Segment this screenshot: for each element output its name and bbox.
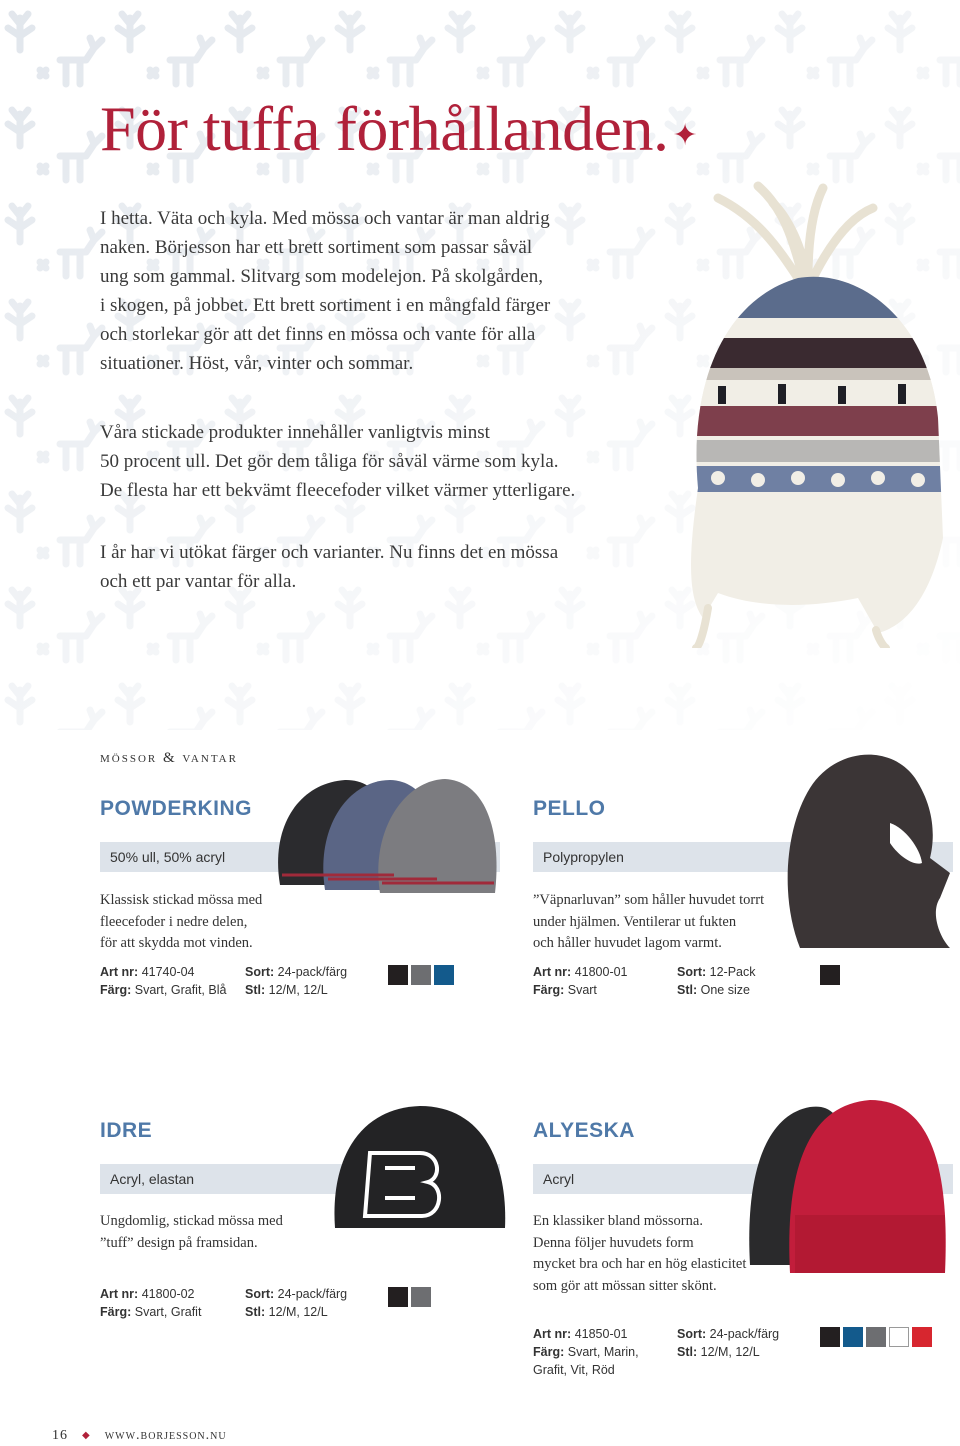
color-swatches-alyeska xyxy=(820,1327,932,1347)
spec-right-pello: Sort: 12-Pack Stl: One size xyxy=(677,965,756,997)
material-bar-pello: Polypropylen xyxy=(533,842,953,872)
color-swatch xyxy=(866,1327,886,1347)
intro-paragraph-1: I hetta. Väta och kyla. Med mössa och vantar är man aldrig naken. Börjesson har ett brett sortiment som passar såväl ung som gammal. Slitvarg som modelejon. På skolgården, i skogen, på jobbet. Ett brett sortiment i en mångfald färger och storlekar gör att det finns en mössa och vante för alla situationer. Höst, vår, vinter och sommar. xyxy=(100,208,551,374)
intro-paragraph-2: Våra stickade produkter innehåller vanligtvis minst 50 procent ull. Det gör dem tåliga för såväl värme som kyla. De flesta har ett bekvämt fleecefoder vilket värmer ytterligare. xyxy=(100,422,576,501)
color-swatch xyxy=(388,965,408,985)
section-label: mössor & vantar xyxy=(100,750,238,766)
spec-left-pello: Art nr: 41800-01 Färg: Svart xyxy=(533,965,628,997)
color-swatches-powderking xyxy=(388,965,454,985)
footer-separator-icon: ◆ xyxy=(82,1430,91,1442)
material-bar-idre: Acryl, elastan xyxy=(100,1164,500,1194)
color-swatch xyxy=(411,1287,431,1307)
alyeska-beanies-image xyxy=(745,1095,950,1275)
idre-beanie-image xyxy=(330,1098,510,1233)
description-powderking: Klassisk stickad mössa med fleecefoder i nedre delen, för att skydda mot vinden. xyxy=(100,892,263,951)
powderking-hats-image xyxy=(270,775,510,900)
color-swatch xyxy=(820,965,840,985)
spec-left-alyeska: Art nr: 41850-01 Färg: Svart, Marin, Grafit, Vit, Röd xyxy=(533,1327,639,1377)
color-swatches-pello xyxy=(820,965,840,985)
spec-left-powderking: Art nr: 41740-04 Färg: Svart, Grafit, Blå xyxy=(100,965,227,997)
spec-right-powderking: Sort: 24-pack/färg Stl: 12/M, 12/L xyxy=(245,965,348,997)
description-idre: Ungdomlig, stickad mössa med ”tuff” design på framsidan. xyxy=(100,1213,283,1251)
page-headline: För tuffa förhållanden. ✦ xyxy=(100,93,698,164)
page-footer xyxy=(52,1428,227,1444)
product-title-alyeska: ALYESKA xyxy=(533,1119,635,1142)
color-swatch xyxy=(889,1327,909,1347)
hero-knitted-earflap-hat-image xyxy=(608,178,960,648)
headline-ornament: ✦ xyxy=(672,118,698,152)
footer-url-link[interactable]: www.borjesson.nu xyxy=(104,1428,227,1443)
color-swatch xyxy=(843,1327,863,1347)
color-swatch xyxy=(912,1327,932,1347)
color-swatches-idre xyxy=(388,1287,431,1307)
material-bar-alyeska: Acryl xyxy=(533,1164,953,1194)
description-pello: ”Väpnarluvan” som håller huvudet torrt under hjälmen. Ventilerar ut fukten och håller huvudet lagom varmt. xyxy=(533,892,765,951)
color-swatch xyxy=(820,1327,840,1347)
spec-right-idre: Sort: 24-pack/färg Stl: 12/M, 12/L xyxy=(245,1287,348,1319)
intro-paragraph-3: I år har vi utökat färger och varianter. Nu finns det en mössa och ett par vantar för alla. xyxy=(100,542,559,592)
product-title-pello: PELLO xyxy=(533,797,606,820)
color-swatch xyxy=(411,965,431,985)
page-number: 16 xyxy=(52,1428,68,1443)
description-alyeska: En klassiker bland mössorna. Denna följer huvudets form mycket bra och har en hög elasticitet som gör att mössan sitter skönt. xyxy=(533,1213,747,1294)
product-title-idre: IDRE xyxy=(100,1119,153,1142)
color-swatch xyxy=(434,965,454,985)
spec-left-idre: Art nr: 41800-02 Färg: Svart, Grafit xyxy=(100,1287,202,1319)
pello-balaclava-image xyxy=(740,738,960,953)
material-bar-powderking: 50% ull, 50% acryl xyxy=(100,842,500,872)
color-swatch xyxy=(388,1287,408,1307)
spec-right-alyeska: Sort: 24-pack/färg Stl: 12/M, 12/L xyxy=(677,1327,780,1359)
product-title-powderking: POWDERKING xyxy=(100,797,252,820)
